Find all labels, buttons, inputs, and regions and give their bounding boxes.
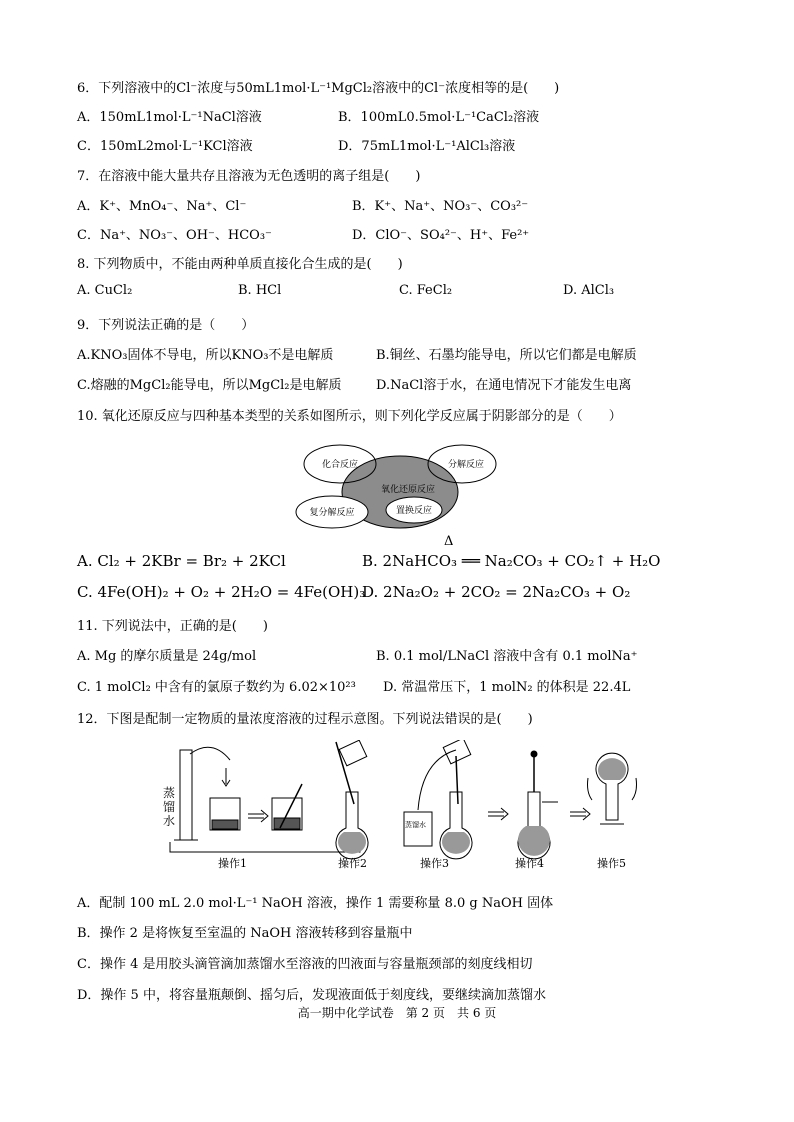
q6-option-b: B．100mL0.5mol·L⁻¹CaCl₂溶液 [338, 110, 540, 125]
q6-option-c: C．150mL2mol·L⁻¹KCl溶液 [77, 139, 253, 154]
q8-option-a: A. CuCl₂ [77, 283, 133, 298]
reaction-venn-diagram [290, 434, 500, 534]
q8-option-d: D. AlCl₃ [563, 283, 615, 298]
q7-option-b: B．K⁺、Na⁺、NO₃⁻、CO₃²⁻ [352, 199, 529, 214]
q6-option-d: D．75mL1mol·L⁻¹AlCl₃溶液 [338, 139, 516, 154]
q12-stem: 12．下图是配制一定物质的量浓度溶液的过程示意图。下列说法错误的是( ) [77, 712, 533, 727]
q10-option-c: C. 4Fe(OH)₂ + O₂ + 2H₂O = 4Fe(OH)₃ [77, 583, 366, 601]
q11-option-a: A. Mg 的摩尔质量是 24g/mol [77, 649, 257, 664]
q6-option-a: A．150mL1mol·L⁻¹NaCl溶液 [77, 110, 262, 125]
q8-option-c: C. FeCl₂ [399, 283, 453, 298]
q10-stem: 10. 氧化还原反应与四种基本类型的关系如图所示，则下列化学反应属于阴影部分的是（ ） [77, 409, 622, 424]
q9-option-d: D.NaCl溶于水，在通电情况下才能发生电离 [376, 378, 632, 393]
redox-label: 氧化还原反应 [380, 485, 436, 495]
q10-option-b-condition: Δ [444, 534, 454, 549]
page-footer: 高一期中化学试卷 第 2 页 共 6 页 [297, 1006, 497, 1020]
combination-label: 化合反应 [321, 460, 359, 470]
q9-option-c: C.熔融的MgCl₂能导电，所以MgCl₂是电解质 [77, 378, 342, 393]
displacement-label: 置换反应 [395, 506, 433, 516]
bottle-label: 蒸馏水 [405, 821, 426, 829]
op1-label: 操作1 [218, 857, 247, 870]
q11-option-d: D. 常温常压下，1 molN₂ 的体积是 22.4L [383, 680, 631, 695]
q8-option-b: B. HCl [238, 283, 282, 298]
q7-stem: 7．在溶液中能大量共存且溶液为无色透明的离子组是( ) [77, 169, 421, 184]
q9-stem: 9．下列说法正确的是（ ） [77, 318, 255, 333]
q9-option-b: B.铜丝、石墨均能导电，所以它们都是电解质 [376, 348, 637, 363]
q9-option-a: A.KNO₃固体不导电，所以KNO₃不是电解质 [77, 348, 334, 363]
q7-option-a: A．K⁺、MnO₄⁻、Na⁺、Cl⁻ [77, 199, 247, 214]
op3-label: 操作3 [420, 857, 449, 870]
q6-stem: 6．下列溶液中的Cl⁻浓度与50mL1mol·L⁻¹MgCl₂溶液中的Cl⁻浓度相等的是( ) [77, 81, 560, 96]
graduated-cylinder [180, 750, 192, 840]
q7-option-d: D．ClO⁻、SO₄²⁻、H⁺、Fe²⁺ [352, 228, 530, 243]
q11-option-b: B. 0.1 mol/LNaCl 溶液中含有 0.1 molNa⁺ [376, 649, 638, 664]
water-label: 蒸馏水 [163, 786, 176, 828]
q10-option-d: D. 2Na₂O₂ + 2CO₂ = 2Na₂CO₃ + O₂ [362, 583, 631, 601]
q8-stem: 8. 下列物质中，不能由两种单质直接化合生成的是( ) [77, 257, 403, 272]
double-displacement-label: 复分解反应 [309, 508, 355, 518]
q10-option-a: A. Cl₂ + 2KBr = Br₂ + 2KCl [77, 552, 286, 570]
q11-option-c: C. 1 molCl₂ 中含有的氯原子数约为 6.02×10²³ [77, 680, 356, 695]
q11-stem: 11. 下列说法中，正确的是( ) [77, 619, 268, 634]
q12-option-d: D．操作 5 中，将容量瓶颠倒、摇匀后，发现液面低于刻度线，要继续滴加蒸馏水 [77, 988, 546, 1003]
op4-label: 操作4 [515, 857, 544, 870]
op2-label: 操作2 [338, 857, 367, 870]
q7-option-c: C．Na⁺、NO₃⁻、OH⁻、HCO₃⁻ [77, 228, 272, 243]
q12-option-b: B．操作 2 是将恢复至室温的 NaOH 溶液转移到容量瓶中 [77, 926, 413, 941]
decomposition-label: 分解反应 [447, 460, 485, 470]
q10-option-b: B. 2NaHCO₃ ══ Na₂CO₃ + CO₂↑ + H₂O [362, 552, 661, 570]
q12-option-a: A．配制 100 mL 2.0 mol·L⁻¹ NaOH 溶液，操作 1 需要称量 8.0 g NaOH 固体 [77, 896, 554, 911]
q12-option-c: C．操作 4 是用胶头滴管滴加蒸馏水至溶液的凹液面与容量瓶颈部的刻度线相切 [77, 957, 533, 972]
op5-label: 操作5 [597, 857, 626, 870]
